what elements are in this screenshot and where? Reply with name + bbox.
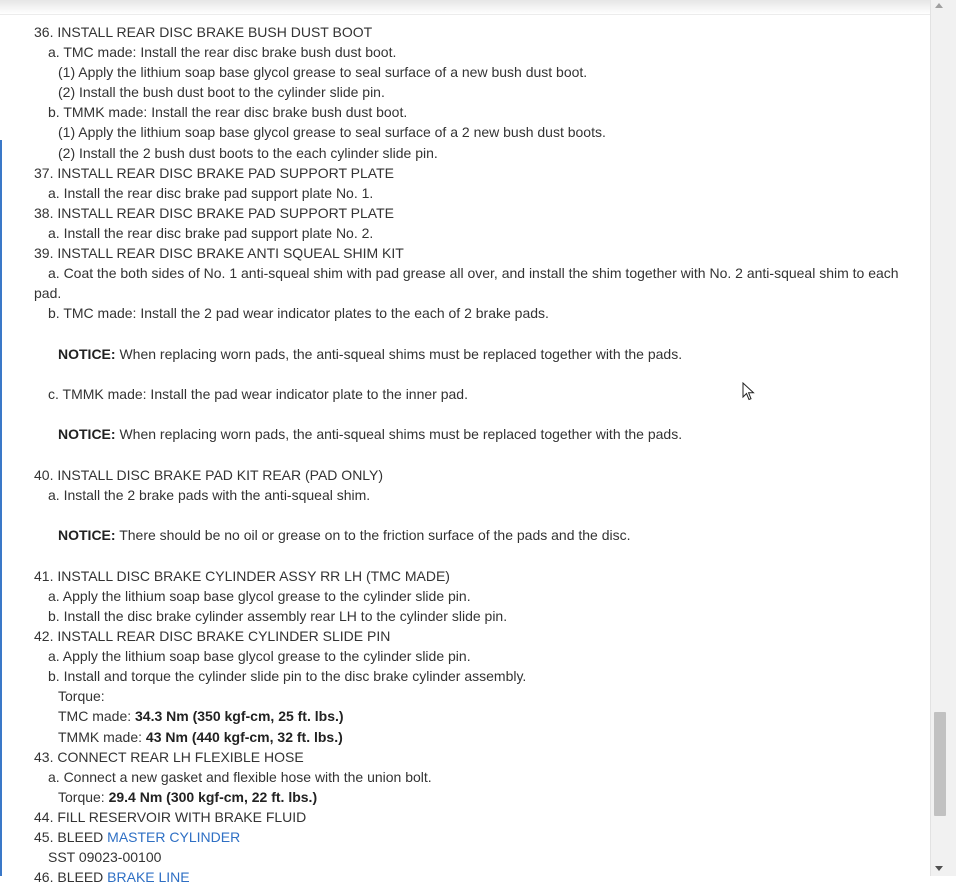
step-41-title: 41. INSTALL DISC BRAKE CYLINDER ASSY RR LH (TMC MADE) bbox=[34, 567, 450, 584]
step-39-notice-2: NOTICE: When replacing worn pads, the anti-squeal shims must be replaced together with the pads. bbox=[58, 426, 683, 443]
step-45-sst: SST 09023-00100 bbox=[48, 849, 162, 866]
step-39-b: b. TMC made: Install the 2 pad wear indicator plates to the each of 2 brake pads. bbox=[48, 305, 549, 322]
step-38-title: 38. INSTALL REAR DISC BRAKE PAD SUPPORT PLATE bbox=[34, 204, 394, 221]
brake-line-link[interactable]: BRAKE LINE bbox=[107, 869, 190, 886]
step-41-a: a. Apply the lithium soap base glycol grease to the cylinder slide pin. bbox=[48, 587, 471, 604]
scroll-up-arrow-icon[interactable] bbox=[935, 3, 943, 8]
vertical-scrollbar[interactable] bbox=[930, 0, 956, 876]
step-43-title: 43. CONNECT REAR LH FLEXIBLE HOSE bbox=[34, 748, 304, 765]
step-43-torque: Torque: 29.4 Nm (300 kgf-cm, 22 ft. lbs.) bbox=[58, 788, 318, 805]
step-46-title: 46. BLEED BRAKE LINE bbox=[34, 869, 190, 886]
header-shadow bbox=[0, 0, 930, 15]
step-37-title: 37. INSTALL REAR DISC BRAKE PAD SUPPORT PLATE bbox=[34, 164, 394, 181]
step-42-torque-label: Torque: bbox=[58, 688, 105, 705]
step-36-a: a. TMC made: Install the rear disc brake bush dust boot. bbox=[48, 44, 397, 61]
scroll-down-arrow-icon[interactable] bbox=[935, 866, 943, 871]
step-40-title: 40. INSTALL DISC BRAKE PAD KIT REAR (PAD ONLY) bbox=[34, 466, 384, 483]
step-42-torque-tmmk: TMMK made: 43 Nm (440 kgf-cm, 32 ft. lbs.) bbox=[58, 728, 343, 745]
window-edge bbox=[0, 140, 2, 876]
notice-label: NOTICE: bbox=[58, 345, 116, 362]
step-36-title: 36. INSTALL REAR DISC BRAKE BUSH DUST BOOT bbox=[34, 24, 373, 40]
step-45-title: 45. BLEED MASTER CYLINDER bbox=[34, 828, 241, 845]
step-39-c: c. TMMK made: Install the pad wear indicator plate to the inner pad. bbox=[48, 386, 468, 403]
step-43-a: a. Connect a new gasket and flexible hose with the union bolt. bbox=[48, 768, 432, 785]
step-39-a: a. Coat the both sides of No. 1 anti-squeal shim with pad grease all over, and install the shim together with No. 2 anti-squeal shim to each pad. bbox=[34, 265, 899, 302]
notice-label: NOTICE: bbox=[58, 527, 116, 544]
repair-procedure-text bbox=[34, 22, 914, 887]
step-38-a: a. Install the rear disc brake pad support plate No. 2. bbox=[48, 224, 374, 241]
step-36-b2: (2) Install the 2 bush dust boots to the each cylinder slide pin. bbox=[58, 144, 438, 161]
step-42-torque-tmc: TMC made: 34.3 Nm (350 kgf-cm, 25 ft. lbs.) bbox=[58, 708, 344, 725]
step-42-title: 42. INSTALL REAR DISC BRAKE CYLINDER SLIDE PIN bbox=[34, 628, 391, 645]
mouse-pointer-icon bbox=[742, 382, 756, 402]
step-40-a: a. Install the 2 brake pads with the anti-squeal shim. bbox=[48, 486, 371, 503]
scrollbar-thumb[interactable] bbox=[934, 712, 946, 816]
step-44-title: 44. FILL RESERVOIR WITH BRAKE FLUID bbox=[34, 808, 307, 825]
step-42-b: b. Install and torque the cylinder slide pin to the disc brake cylinder assembly. bbox=[48, 668, 527, 685]
step-36-a1: (1) Apply the lithium soap base glycol grease to seal surface of a new bush dust boot. bbox=[58, 64, 588, 81]
master-cylinder-link[interactable]: MASTER CYLINDER bbox=[107, 828, 241, 845]
notice-label: NOTICE: bbox=[58, 426, 116, 443]
step-36-b: b. TMMK made: Install the rear disc brake bush dust boot. bbox=[48, 104, 408, 121]
step-39-notice-1: NOTICE: When replacing worn pads, the anti-squeal shims must be replaced together with the pads. bbox=[58, 345, 683, 362]
step-39-title: 39. INSTALL REAR DISC BRAKE ANTI SQUEAL SHIM KIT bbox=[34, 245, 404, 262]
step-40-notice: NOTICE: There should be no oil or grease on to the friction surface of the pads and the disc. bbox=[58, 527, 631, 544]
step-36-b1: (1) Apply the lithium soap base glycol grease to seal surface of a 2 new bush dust boots. bbox=[58, 124, 606, 141]
step-37-a: a. Install the rear disc brake pad support plate No. 1. bbox=[48, 184, 374, 201]
step-42-a: a. Apply the lithium soap base glycol grease to the cylinder slide pin. bbox=[48, 648, 471, 665]
step-36-a2: (2) Install the bush dust boot to the cylinder slide pin. bbox=[58, 84, 385, 101]
step-41-b: b. Install the disc brake cylinder assembly rear LH to the cylinder slide pin. bbox=[48, 607, 508, 624]
